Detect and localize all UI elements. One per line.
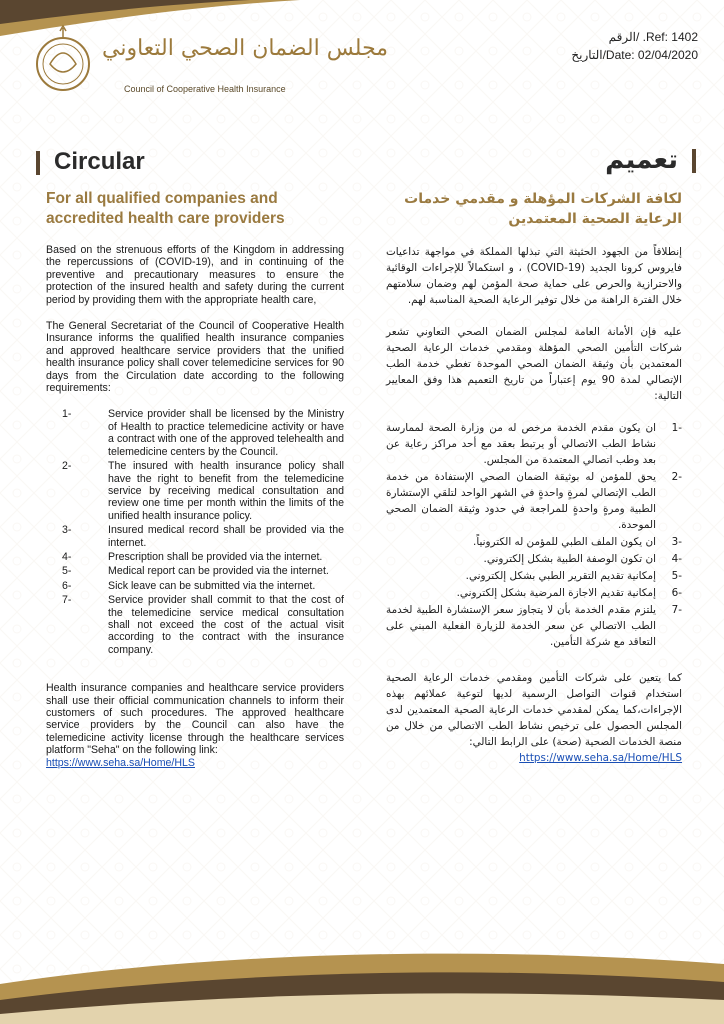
list-item-text: يحق للمؤمن له بوثيقة الضمان الصحي الإستفادة من خدمة الطب الإتصالي لمرةٍ واحدةٍ في الشهر الواحد لتلقي الإستشارة الطبية ومرةٍ واحدةٍ للمراجعة في حدود وثيقة الضمان الصحي الموحدة. xyxy=(386,471,656,531)
english-requirements-list xyxy=(46,408,344,656)
list-item-number: 4- xyxy=(62,550,72,563)
arabic-paragraph-1: إنطلاقاً من الجهود الحثيثة التي تبذلها المملكة في مواجهة تداعيات فايروس كرونا الجديد (COVID-19) ، و استكمالاً للإجراءات الوقائية والاحترازية والحرص على حماية صحة المؤمن لهم وضمان سلامتهم خلال الفترة الراهنة من خلال توفير الرعاية الصحية المناسبة لهم. xyxy=(386,246,682,306)
list-item-number: 7- xyxy=(62,594,72,607)
list-item xyxy=(62,565,344,577)
logo-emblem-icon xyxy=(30,24,96,98)
logo-arabic-text: مجلس الضمان الصحي التعاوني xyxy=(102,36,389,61)
list-item-number: -3 xyxy=(671,536,682,548)
arabic-body xyxy=(386,244,682,766)
reference-block xyxy=(571,28,698,64)
english-heading-text: Circular xyxy=(54,148,145,175)
list-item-number: 2- xyxy=(62,460,72,473)
english-paragraph-3 xyxy=(46,682,344,769)
list-item-number: -5 xyxy=(671,570,682,582)
list-item xyxy=(62,408,344,458)
bottom-swoosh-decoration xyxy=(0,934,724,1024)
list-item xyxy=(62,524,344,549)
arabic-paragraph-3-text: كما يتعين على شركات التأمين ومقدمي خدمات الرعاية الصحية استخدام قنوات التواصل الرسمية لديها لتوعية عملائهم بهذه الإجراءات،كما يمكن لمقدمي خدمات الرعاية الصحية المعتمدين لدى المجلس الحصول على ترخيص نشاط الطب الاتصالي من خلال من منصة الخدمات الصحية (صحة) على الرابط التالي: xyxy=(386,672,682,748)
heading-bar xyxy=(692,149,696,173)
reference-number: الرقم/ .Ref: 1402 xyxy=(608,30,698,44)
list-item xyxy=(386,585,682,601)
list-item xyxy=(386,420,682,468)
english-paragraph-2: The General Secretariat of the Council of Cooperative Health Insurance informs the qualified health insurance companies and approved healthcare service providers that the unified health insurance policy shall cover telemedicine services for 90 days from the Circulation date according to the following requirements: xyxy=(46,320,344,395)
logo-english-text: Council of Cooperative Health Insurance xyxy=(124,84,286,94)
list-item xyxy=(386,551,682,567)
council-logo xyxy=(30,24,389,104)
english-paragraph-1: Based on the strenuous efforts of the Kingdom in addressing the repercussions of (COVID-19), and in continuing of the preventive and precautionary measures to ensure the protection of the insured health and safety during the current period by providing them with the appropriate health care, xyxy=(46,244,344,306)
list-item xyxy=(62,551,344,563)
list-item-number: -7 xyxy=(671,604,682,616)
list-item-text: إمكانية تقديم الاجازة المرضية بشكل إلكتروني. xyxy=(456,587,656,599)
list-item-text: The insured with health insurance policy shall have the right to benefit from the telemedicine service by receiving medical consultation and review one time per month within the limits of the unified health insurance policy. xyxy=(108,460,344,522)
list-item xyxy=(62,580,344,592)
list-item-number: -4 xyxy=(671,553,682,565)
list-item-text: Medical report can be provided via the internet. xyxy=(108,565,329,578)
list-item-text: Service provider shall be licensed by the Ministry of Health to practice telemedicine activity or have a contract with one of the approved telehealth and telemedicine centers by the Council. xyxy=(108,408,344,458)
list-item-text: ان تكون الوصفة الطبية بشكل إلكتروني. xyxy=(483,553,656,565)
list-item xyxy=(62,594,344,656)
list-item-number: -1 xyxy=(671,422,682,434)
arabic-paragraph-2: عليه فإن الأمانة العامة لمجلس الضمان الصحي التعاوني تشعر شركات التأمين الصحي المؤهلة ومقدمي خدمات الرعاية الصحية المعتمدين بأن وثيقة الضمان الصحي الموحدة تغطي خدمة الطب الإتصالي لمدة 90 يوم إعتباراً من تاريخ التعميم هذا وفق المعايير التالية: xyxy=(386,326,682,402)
list-item-number: 1- xyxy=(62,408,72,421)
arabic-requirements-list xyxy=(386,420,682,650)
list-item xyxy=(386,534,682,550)
seha-link-arabic[interactable]: https://www.seha.sa/Home/HLS xyxy=(519,752,682,764)
list-item-number: 6- xyxy=(62,579,72,592)
list-item xyxy=(386,469,682,533)
arabic-heading-text: تعميم xyxy=(605,145,678,175)
list-item-text: ان يكون مقدم الخدمة مرخص له من وزارة الصحة لممارسة نشاط الطب الاتصالي أو يرتبط بعقد مع أحد مراكز رعاية عن بعد وطب اتصالي المعتمدة من المجلس. xyxy=(386,422,656,466)
english-paragraph-3-text: Health insurance companies and healthcare service providers shall use their official communication channels to inform their customers of such procedures. The approved healthcare service providers by the Council can also have the telemedicine activity license through the healthcare services platform "Seha" on the following link: xyxy=(46,682,344,757)
list-item-text: Sick leave can be submitted via the internet. xyxy=(108,579,316,592)
list-item xyxy=(62,460,344,522)
list-item-number: 3- xyxy=(62,524,72,537)
list-item-number: 5- xyxy=(62,565,72,578)
english-body xyxy=(46,244,344,769)
list-item xyxy=(386,602,682,650)
list-item-text: إمكانية تقديم التقرير الطبي بشكل إلكتروني. xyxy=(465,570,656,582)
list-item-number: -6 xyxy=(671,587,682,599)
heading-bar xyxy=(36,151,40,175)
list-item-text: Prescription shall be provided via the internet. xyxy=(108,550,323,563)
seha-link-english[interactable]: https://www.seha.sa/Home/HLS xyxy=(46,756,195,769)
list-item-text: Service provider shall commit to that the cost of the telemedicine service medical consultation shall not exceed the cost of the actual visit according to the contract with the insurance company. xyxy=(108,594,344,656)
list-item-number: -2 xyxy=(671,471,682,483)
arabic-paragraph-3 xyxy=(386,670,682,766)
arabic-heading xyxy=(605,145,696,175)
reference-date: التاريخ/Date: 02/04/2020 xyxy=(571,48,698,62)
list-item-text: Insured medical record shall be provided via the internet. xyxy=(108,524,344,549)
english-heading xyxy=(36,148,145,176)
list-item xyxy=(386,568,682,584)
english-subtitle: For all qualified companies and accredited health care providers xyxy=(46,190,285,227)
arabic-subtitle: لكافة الشركات المؤهلة و مقدمي خدمات الرعاية الصحية المعتمدين xyxy=(404,191,682,227)
list-item-text: يلتزم مقدم الخدمة بأن لا يتجاوز سعر الإستشارة الطبية لخدمة الطب الاتصالي عن سعر الخدمة للزيارة الفعلية المبني على التعاقد مع شركة التأمين. xyxy=(386,604,656,648)
list-item-text: ان يكون الملف الطبي للمؤمن له الكترونياً. xyxy=(473,536,656,548)
